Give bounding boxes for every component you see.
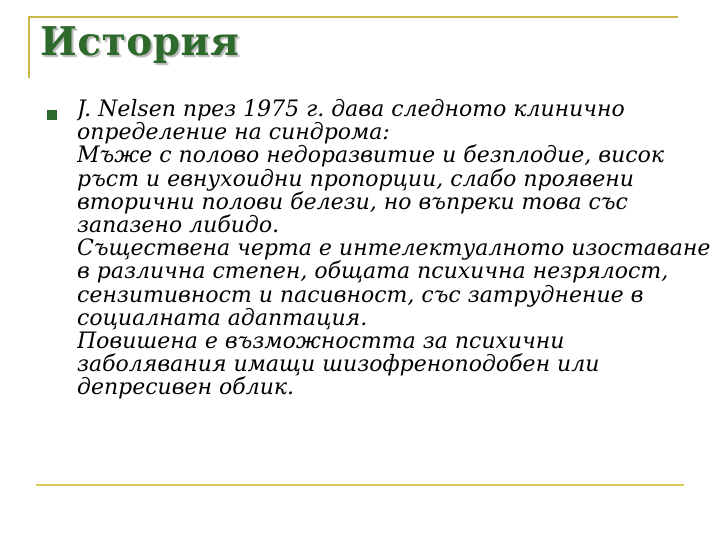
- text-line: в различна степен, общата психична незрялост,: [77, 259, 669, 285]
- text-line: заболявания имащи шизофреноподобен или: [77, 352, 600, 378]
- bullet-square-icon: [47, 110, 57, 120]
- text-line: Повишена е възможността за психични: [77, 329, 565, 355]
- bottom-divider: [36, 484, 684, 486]
- text-line: социалната адаптация.: [77, 305, 368, 331]
- text-line: запазено либидо.: [77, 213, 280, 239]
- text-line: депресивен облик.: [77, 375, 295, 401]
- bullet-text: [77, 98, 720, 468]
- text-line: J. Nelsen през 1975 г. дава следното клинично: [77, 98, 625, 122]
- text-line: Съществена черта е интелектуалното изоставане: [77, 236, 711, 262]
- frame-vertical-line: [28, 16, 30, 78]
- frame-horizontal-line: [28, 16, 678, 18]
- text-line: ръст и евнухоидни пропорции, слабо проявени: [77, 166, 634, 192]
- slide-title: История: [40, 19, 240, 65]
- text-line: Мъже с полово недоразвитие и безплодие, висок: [77, 143, 664, 169]
- text-line: сензитивност и пасивност, със затруднение в: [77, 282, 644, 308]
- text-line: определение на синдрома:: [77, 120, 390, 146]
- text-line: вторични полови белези, но въпреки това със: [77, 189, 628, 215]
